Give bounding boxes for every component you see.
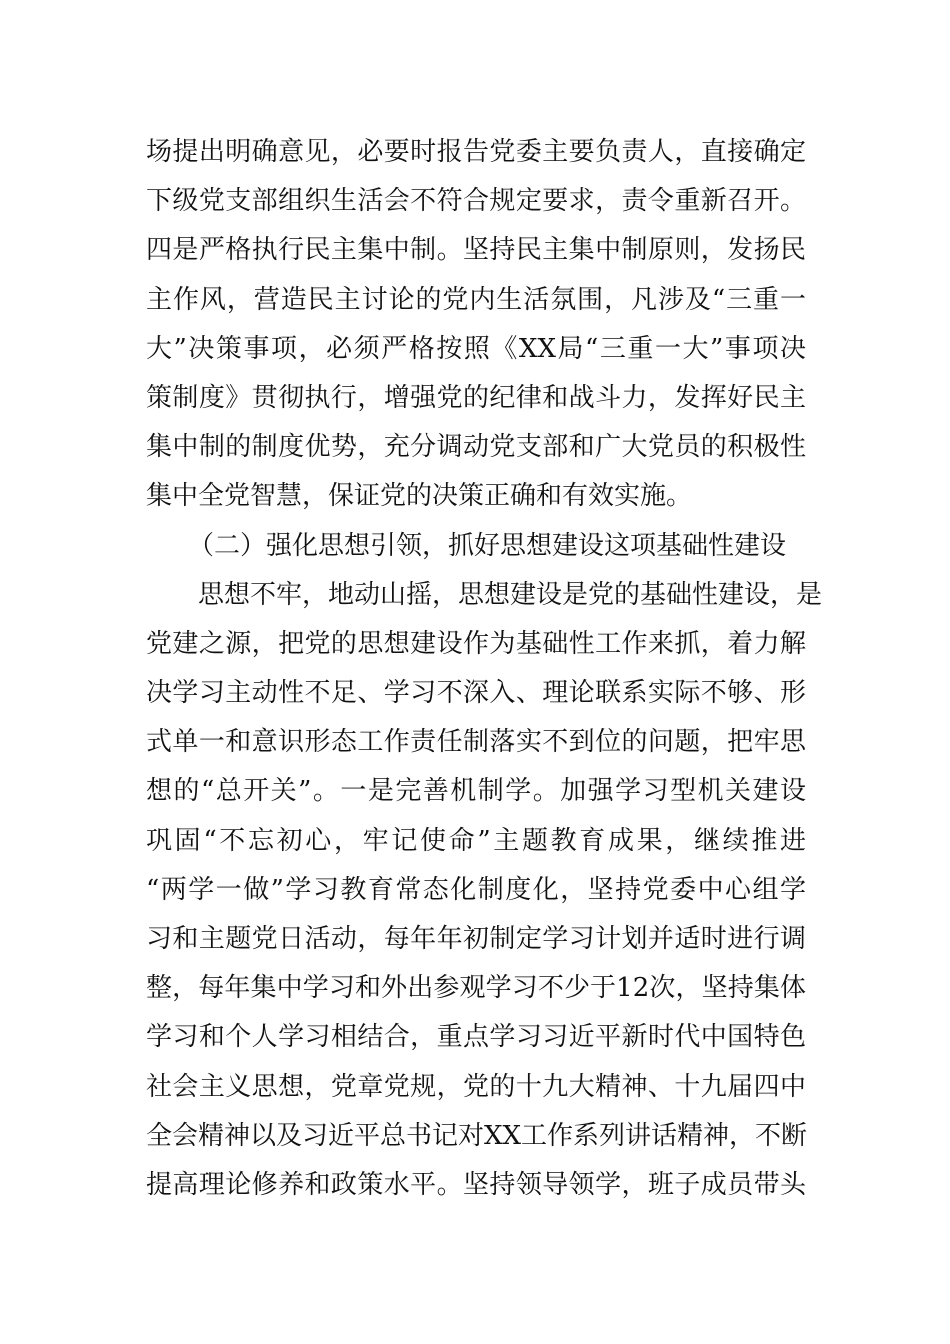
text-line: 党建之源，把党的思想建设作为基础性工作来抓，着力解 <box>146 628 806 659</box>
text-line: “两学一做”学习教育常态化制度化，坚持党委中心组学 <box>146 874 806 905</box>
text-line: 习和主题党日活动，每年年初制定学习计划并适时进行调 <box>146 924 806 954</box>
text-line: 社会主义思想，党章党规，党的十九大精神、十九届四中 <box>146 1071 806 1102</box>
text-line: 策制度》贯彻执行，增强党的纪律和战斗力，发挥好民主 <box>146 382 806 413</box>
text-line: 决学习主动性不足、学习不深入、理论联系实际不够、形 <box>146 678 806 709</box>
text-line: 下级党支部组织生活会不符合规定要求，责令重新召开。 <box>146 186 806 217</box>
text-line: 式单一和意识形态工作责任制落实不到位的问题，把牢思 <box>146 727 806 758</box>
text-line: 场提出明确意见，必要时报告党委主要负责人，直接确定 <box>146 137 806 167</box>
text-line: 集中全党智慧，保证党的决策正确和有效实施。 <box>146 481 693 512</box>
text-line: 主作风，营造民主讨论的党内生活氛围，凡涉及“三重一 <box>146 284 806 315</box>
text-line: 学习和个人学习相结合，重点学习习近平新时代中国特色 <box>146 1022 806 1053</box>
text-line: 想的“总开关”。一是完善机制学。加强学习型机关建设 <box>146 776 806 807</box>
text-line: 四是严格执行民主集中制。坚持民主集中制原则，发扬民 <box>146 235 806 266</box>
text-line: 全会精神以及习近平总书记对XX工作系列讲话精神，不断 <box>146 1120 808 1151</box>
text-line: 提高理论修养和政策水平。坚持领导领学，班子成员带头 <box>146 1169 806 1200</box>
section-heading: （二）强化思想引领，抓好思想建设这项基础性建设 <box>188 530 787 561</box>
body-text <box>146 128 823 1210</box>
text-line: 整，每年集中学习和外出参观学习不少于12次，坚持集体 <box>146 973 806 1004</box>
text-line: 巩固“不忘初心，牢记使命”主题教育成果，继续推进 <box>146 825 806 856</box>
text-line: 思想不牢，地动山摇，思想建设是党的基础性建设，是 <box>198 579 823 610</box>
text-line: 集中制的制度优势，充分调动党支部和广大党员的积极性 <box>146 432 806 463</box>
text-line: 大”决策事项，必须严格按照《XX局“三重一大”事项决 <box>146 333 806 364</box>
